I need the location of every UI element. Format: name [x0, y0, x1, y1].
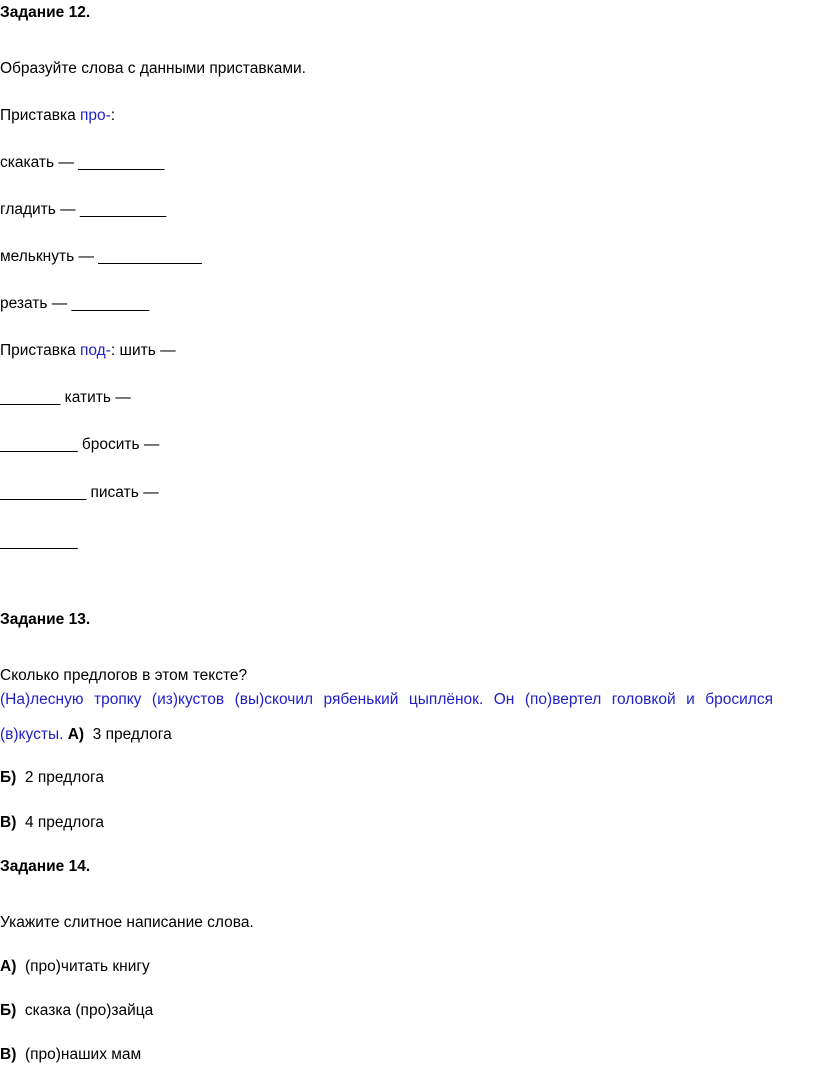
text-word: и — [686, 691, 695, 708]
task14-title: Задание 14. — [0, 858, 91, 875]
text-word: бросился — [705, 691, 773, 708]
prefix2-prefix: под- — [80, 342, 111, 359]
option-letter: Б) — [0, 1002, 17, 1019]
task12-title: Задание 12. — [0, 4, 91, 21]
option-text: 3 предлога — [84, 726, 172, 743]
task13-option — [0, 768, 104, 788]
option-letter: А) — [0, 958, 17, 975]
task12-line: _________ бросить — — [0, 436, 160, 453]
task14-option — [0, 957, 150, 977]
text-line2: (в)кусты. — [0, 726, 68, 743]
option-letter: Б) — [0, 769, 17, 786]
task12-line: резать — _________ — [0, 295, 150, 312]
task12-line: __________ писать — — [0, 484, 159, 501]
task12-line: _______ катить — — [0, 389, 131, 406]
task13-question: Сколько предлогов в этом тексте? — [0, 667, 248, 684]
text-word: (по)вертел — [524, 691, 602, 708]
task12-line: гладить — __________ — [0, 201, 167, 218]
task13-title: Задание 13. — [0, 611, 91, 628]
option-text: (про)читать книгу — [16, 958, 150, 975]
text-word: (из)кустов — [151, 691, 225, 708]
task12-line: мелькнуть — ____________ — [0, 248, 202, 265]
text-word: головкой — [611, 691, 676, 708]
text-word: тропку — [93, 691, 142, 708]
task13-option — [0, 813, 104, 833]
option-letter: В) — [0, 814, 17, 831]
prefix1-prefix: про- — [80, 107, 111, 124]
text-word: цыплёнок. — [408, 691, 484, 708]
text-word: (На)лесную — [0, 691, 84, 708]
task12-instruction: Образуйте слова с данными приставками. — [0, 60, 306, 77]
option-text: сказка (про)зайца — [16, 1002, 154, 1019]
task14-option — [0, 1001, 153, 1021]
text-word: рябенький — [323, 691, 399, 708]
prefix1-label: Приставка — [0, 107, 80, 124]
task13-text-line2 — [0, 725, 172, 745]
prefix1-colon: : — [110, 107, 116, 124]
task13-text-line1 — [0, 690, 773, 710]
prefix2-rest: : шить — — [110, 342, 176, 359]
task12-prefix1-line — [0, 106, 115, 126]
option-letter: А) — [67, 726, 85, 743]
prefix2-label: Приставка — [0, 342, 80, 359]
task12-prefix2-line — [0, 341, 176, 361]
text-word: (вы)скочил — [234, 691, 314, 708]
task12-line: скакать — __________ — [0, 154, 165, 171]
task14-option — [0, 1045, 141, 1065]
task14-question: Укажите слитное написание слова. — [0, 914, 254, 931]
task12-line: _________ — [0, 533, 78, 550]
text-word: Он — [493, 691, 515, 708]
option-text: (про)наших мам — [16, 1046, 142, 1063]
option-text: 4 предлога — [16, 814, 105, 831]
option-letter: В) — [0, 1046, 17, 1063]
option-text: 2 предлога — [16, 769, 104, 786]
